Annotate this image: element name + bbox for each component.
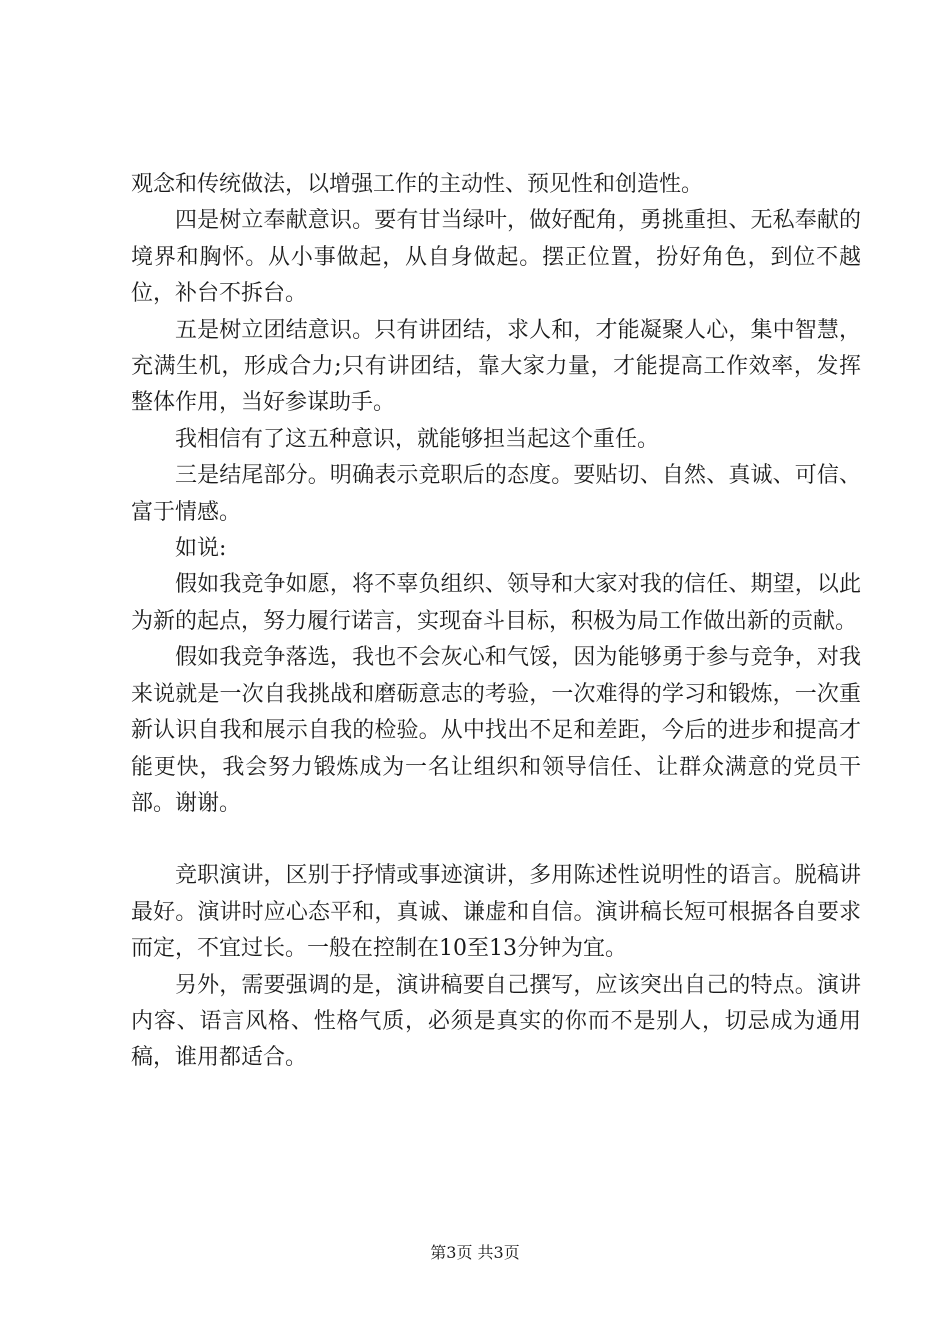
paragraph-ending-section: 三是结尾部分。明确表示竞职后的态度。要贴切、自然、真诚、可信、富于情感。	[131, 463, 861, 525]
paragraph-unity: 五是树立团结意识。只有讲团结，求人和，才能凝聚人心，集中智慧，充满生机，形成合力;只有讲团结，靠大家力量，才能提高工作效率，发挥整体作用，当好参谋助手。	[131, 317, 861, 416]
page-number-label: 第3页 共3页	[430, 1243, 520, 1262]
paragraph-speech-style: 竞职演讲，区别于抒情或事迹演讲，多用陈述性说明性的语言。脱稿讲最好。演讲时应心态平和，真诚、谦虚和自信。演讲稿长短可根据各自要求而定，不宜过长。一般在控制在10至13分钟为宜。	[131, 863, 861, 962]
document-body	[131, 167, 861, 1077]
paragraph-if-success: 假如我竞争如愿，将不辜负组织、领导和大家对我的信任、期望，以此为新的起点，努力履行诺言，实现奋斗目标，积极为局工作做出新的贡献。	[131, 572, 861, 634]
paragraph-belief: 我相信有了这五种意识，就能够担当起这个重任。	[175, 426, 660, 452]
paragraph-example-intro: 如说:	[175, 536, 227, 562]
paragraph-self-written: 另外，需要强调的是，演讲稿要自己撰写，应该突出自己的特点。演讲内容、语言风格、性格气质，必须是真实的你而不是别人，切忌成为通用稿，谁用都适合。	[131, 972, 861, 1071]
paragraph-dedication: 四是树立奉献意识。要有甘当绿叶，做好配角，勇挑重担、无私奉献的境界和胸怀。从小事做起，从自身做起。摆正位置，扮好角色，到位不越位，补台不拆台。	[131, 208, 861, 307]
paragraph-continuation: 观念和传统做法，以增强工作的主动性、预见性和创造性。	[131, 172, 704, 197]
paragraph-gap	[131, 822, 861, 858]
page-footer	[0, 1243, 950, 1263]
paragraph-if-fail: 假如我竞争落选，我也不会灰心和气馁，因为能够勇于参与竞争，对我来说就是一次自我挑战和磨砺意志的考验，一次难得的学习和锻炼，一次重新认识自我和展示自我的检验。从中找出不足和差距，今后的进步和提高才能更快，我会努力锻炼成为一名让组织和领导信任、让群众满意的党员干部。谢谢。	[131, 645, 861, 816]
